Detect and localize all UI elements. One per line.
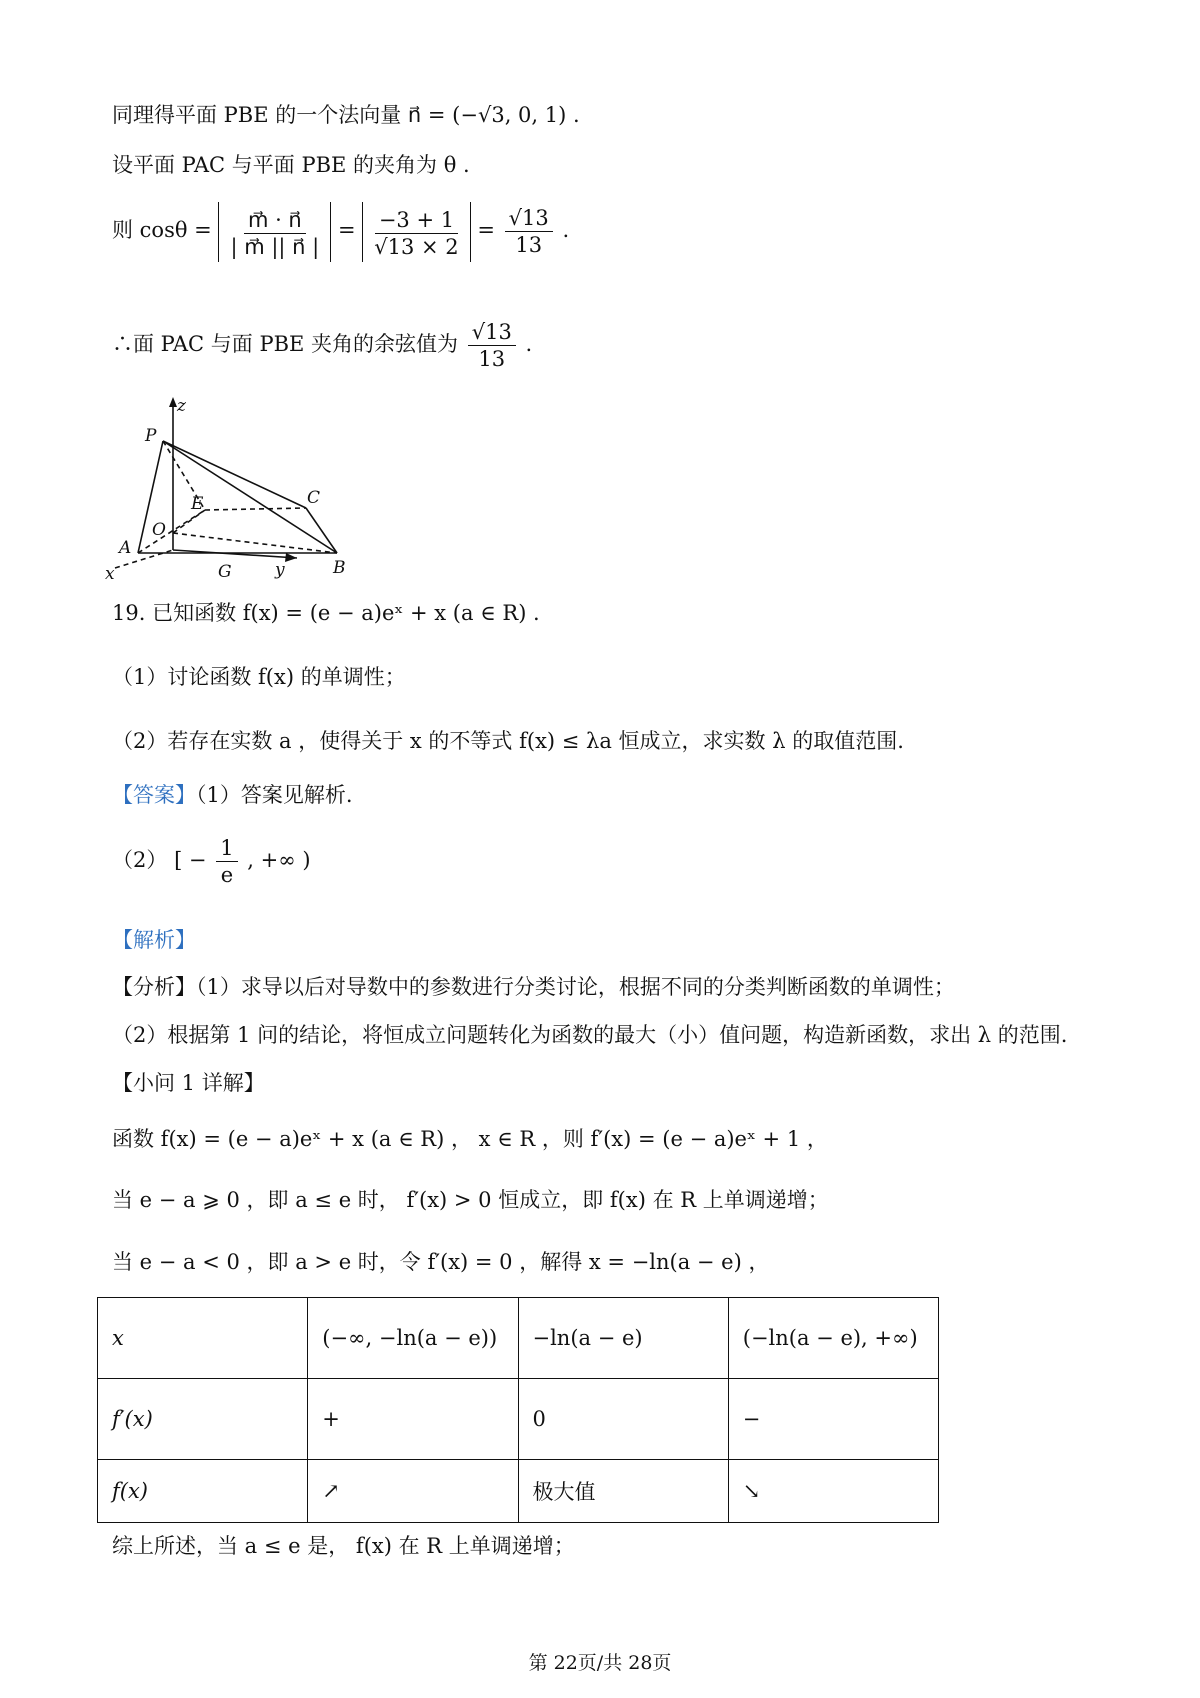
frac3-num: √13	[505, 205, 553, 232]
cosine-result-line	[112, 314, 532, 374]
table-cell: −	[728, 1379, 938, 1460]
frac3-den: 13	[515, 233, 543, 257]
result-num: √13	[468, 319, 516, 346]
answer-tag: 【答案】	[112, 783, 196, 807]
y-axis	[173, 550, 297, 558]
result-den: 13	[478, 347, 506, 371]
table-cell: ↗	[308, 1460, 518, 1523]
answer-part-2-prefix: （2）	[112, 848, 168, 872]
edge-EC	[205, 508, 306, 510]
eq-sign-2: =	[477, 218, 495, 242]
abs-fraction-1	[218, 202, 331, 262]
edge-PC	[163, 441, 306, 508]
answer-line-2	[112, 830, 311, 890]
interval-left: [ −	[174, 848, 207, 872]
z-arrow-icon	[169, 397, 177, 407]
label-B: B	[333, 558, 346, 578]
label-z: z	[177, 396, 186, 416]
label-y: y	[275, 560, 285, 580]
page-footer: 第 22页/共 28页	[528, 1652, 672, 1674]
pyramid-figure	[105, 395, 395, 580]
label-x: x	[105, 564, 115, 580]
table-row	[98, 1298, 939, 1379]
abs-fraction-2	[362, 202, 470, 262]
angle-definition-line: 设平面 PAC 与平面 PBE 的夹角为 θ .	[112, 153, 470, 177]
label-E: E	[191, 494, 204, 514]
interval-num: 1	[216, 835, 237, 862]
table-cell: ↘	[728, 1460, 938, 1523]
table-cell: +	[308, 1379, 518, 1460]
frac2-den: √13 × 2	[374, 234, 459, 259]
summary-line: 综上所述，当 a ≤ e 是， f(x) 在 R 上单调递增；	[112, 1534, 575, 1558]
question-19-part-2: （2）若存在实数 a ，使得关于 x 的不等式 f(x) ≤ λa 恒成立，求实数 λ 的取值范围.	[112, 729, 904, 753]
cos-formula-line	[112, 200, 569, 262]
solution-line-3: 当 e − a < 0 ，即 a > e 时，令 f′(x) = 0 ，解得 x = −ln(a − e) ，	[112, 1250, 770, 1274]
table-row	[98, 1460, 939, 1523]
edge-CB	[306, 508, 337, 553]
frac-3	[505, 205, 553, 258]
normal-vector-line: 同理得平面 PBE 的一个法向量 n⃗ = (−√3, 0, 1) .	[112, 103, 580, 127]
interval-fraction	[216, 835, 237, 888]
label-C: C	[307, 488, 321, 508]
label-A: A	[119, 538, 132, 558]
cos-end: .	[562, 218, 570, 242]
answer-line-1	[112, 780, 353, 810]
table-cell: (−∞, −ln(a − e))	[308, 1298, 518, 1379]
monotonicity-table	[97, 1297, 939, 1523]
y-arrow-icon	[285, 553, 297, 562]
label-G: G	[218, 562, 232, 580]
label-O: O	[152, 520, 166, 540]
table-cell: (−ln(a − e), +∞)	[728, 1298, 938, 1379]
solution-line-1: 函数 f(x) = (e − a)eˣ + x (a ∈ R) ， x ∈ R ，则 f′(x) = (e − a)eˣ + 1 ，	[112, 1127, 828, 1151]
interval-right: , +∞ )	[247, 848, 311, 872]
analysis-line-1: 【分析】（1）求导以后对导数中的参数进行分类讨论，根据不同的分类判断函数的单调性；	[112, 975, 955, 999]
interval-den: e	[220, 863, 234, 887]
eq-sign-1: =	[337, 218, 356, 242]
answer-part-1: （1）答案见解析.	[196, 783, 353, 807]
subquestion-heading: 【小问 1 详解】	[112, 1071, 265, 1095]
frac2-num: −3 + 1	[375, 207, 458, 234]
result-end: .	[525, 332, 533, 356]
frac1-num: m⃗ · n⃗	[244, 207, 306, 234]
table-cell: f′(x)	[98, 1379, 308, 1460]
analysis-tag: 【解析】	[112, 928, 196, 952]
question-19-part-1: （1）讨论函数 f(x) 的单调性；	[112, 665, 406, 689]
table-cell: x	[98, 1298, 308, 1379]
cos-prefix: 则 cosθ =	[112, 218, 212, 242]
frac1-den: | m⃗ || n⃗ |	[230, 234, 320, 259]
solution-line-2: 当 e − a ⩾ 0 ，即 a ≤ e 时， f′(x) > 0 恒成立，即 f(x) 在 R 上单调递增；	[112, 1188, 829, 1212]
result-prefix: ∴面 PAC 与面 PBE 夹角的余弦值为	[112, 332, 459, 356]
result-fraction	[468, 319, 516, 372]
table-cell: f(x)	[98, 1460, 308, 1523]
label-P: P	[145, 426, 157, 446]
table-cell: 极大值	[518, 1460, 728, 1523]
table-cell: −ln(a − e)	[518, 1298, 728, 1379]
table-cell: 0	[518, 1379, 728, 1460]
analysis-line-2: （2）根据第 1 问的结论，将恒成立问题转化为函数的最大（小）值问题，构造新函数，求出 λ 的范围.	[112, 1023, 1068, 1047]
edge-OB	[173, 533, 337, 553]
table-row	[98, 1379, 939, 1460]
question-19: 19. 已知函数 f(x) = (e − a)eˣ + x (a ∈ R) .	[112, 601, 540, 625]
